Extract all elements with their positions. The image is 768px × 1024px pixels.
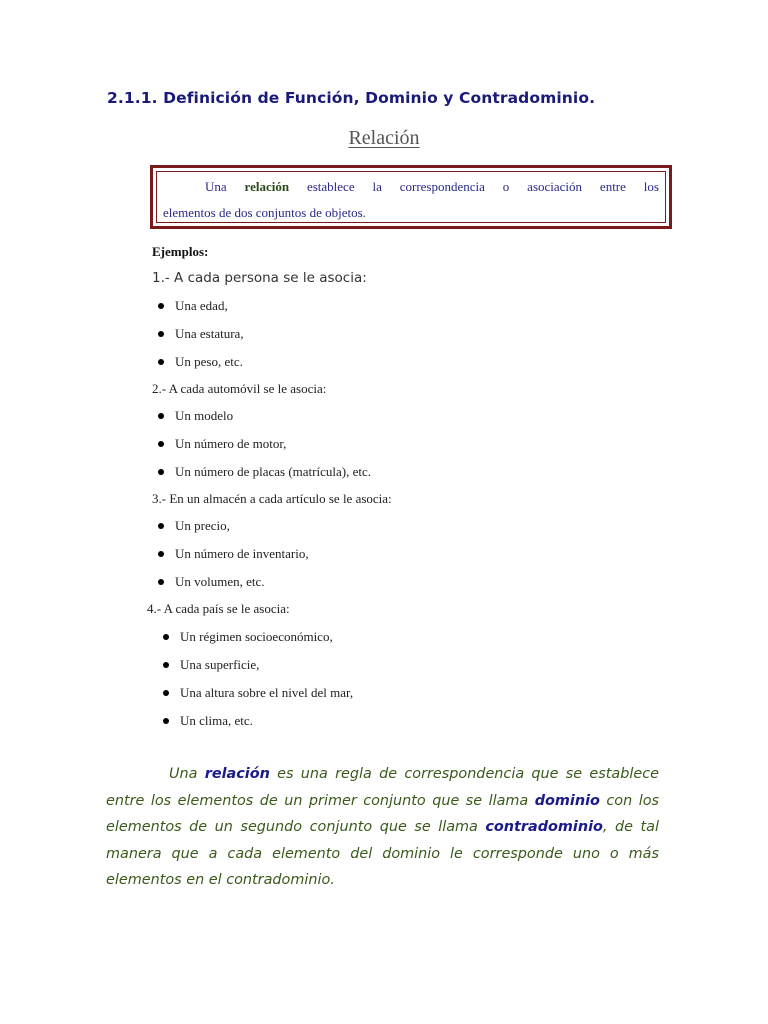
list-item-label: Un modelo (175, 408, 234, 423)
list-item-label: Un peso, etc. (175, 354, 243, 369)
bullet-icon (158, 303, 164, 309)
bullet-icon (158, 359, 164, 365)
keyword-dominio: dominio (534, 792, 600, 809)
paragraph-text: Una (169, 766, 205, 782)
bullet-icon (158, 413, 164, 419)
list-item-label: Una edad, (175, 298, 228, 313)
examples-label: Ejemplos: (152, 244, 209, 259)
example-group-title: 1.- A cada persona se le asocia: (152, 270, 367, 286)
bullet-icon (158, 469, 164, 475)
list-item-label: Un clima, etc. (180, 713, 253, 728)
section-heading: 2.1.1. Definición de Función, Dominio y Contradominio. (107, 89, 596, 107)
list-item-label: Un régimen socioeconómico, (180, 629, 333, 644)
paragraph-text: , de tal manera que a cada elemento del dominio le corresponde uno o más elementos en el contradominio. (106, 819, 659, 888)
definition-inner-frame (156, 171, 666, 223)
bullet-icon (163, 718, 169, 724)
list-item-label: Un precio, (175, 518, 230, 533)
list-item-label: Un número de motor, (175, 436, 287, 451)
relation-paragraph (106, 761, 659, 894)
keyword-contradominio: contradominio (485, 819, 603, 835)
definition-word: entre (599, 179, 626, 194)
definition-word: la (372, 179, 382, 194)
paragraph-text: con los elementos de un segundo conjunto que se llama (106, 792, 659, 835)
definition-word: Una (205, 179, 227, 194)
example-group-title: 4.- A cada país se le asocia: (147, 601, 290, 616)
bullet-icon (158, 523, 164, 529)
example-group-title: 2.- A cada automóvil se le asocia: (152, 381, 327, 396)
bullet-icon (163, 690, 169, 696)
definition-line-1 (163, 179, 659, 195)
keyword-relacion: relación (204, 766, 270, 782)
list-item-label: Un número de inventario, (175, 546, 309, 561)
subtitle-relacion: Relación (348, 127, 420, 149)
definition-box (150, 165, 672, 229)
definition-word: correspondencia (399, 179, 485, 194)
definition-keyword: relación (244, 179, 290, 194)
example-group-title: 3.- En un almacén a cada artículo se le asocia: (152, 491, 392, 506)
definition-word: asociación (527, 179, 583, 194)
list-item-label: Una altura sobre el nivel del mar, (180, 685, 354, 700)
list-item-label: Una estatura, (175, 326, 244, 341)
bullet-icon (158, 551, 164, 557)
bullet-icon (163, 662, 169, 668)
bullet-icon (163, 634, 169, 640)
bullet-icon (158, 441, 164, 447)
list-item-label: Un número de placas (matrícula), etc. (175, 464, 371, 479)
bullet-icon (158, 331, 164, 337)
definition-word: establece (306, 179, 355, 194)
definition-line-2: elementos de dos conjuntos de objetos. (163, 205, 366, 220)
bullet-icon (158, 579, 164, 585)
list-item-label: Un volumen, etc. (175, 574, 265, 589)
definition-word: o (502, 179, 510, 194)
list-item-label: Una superficie, (180, 657, 260, 672)
definition-word: los (643, 179, 659, 194)
paragraph-text: es una regla de correspondencia que se establece entre los elementos de un primer conjunto que se llama (106, 766, 659, 809)
